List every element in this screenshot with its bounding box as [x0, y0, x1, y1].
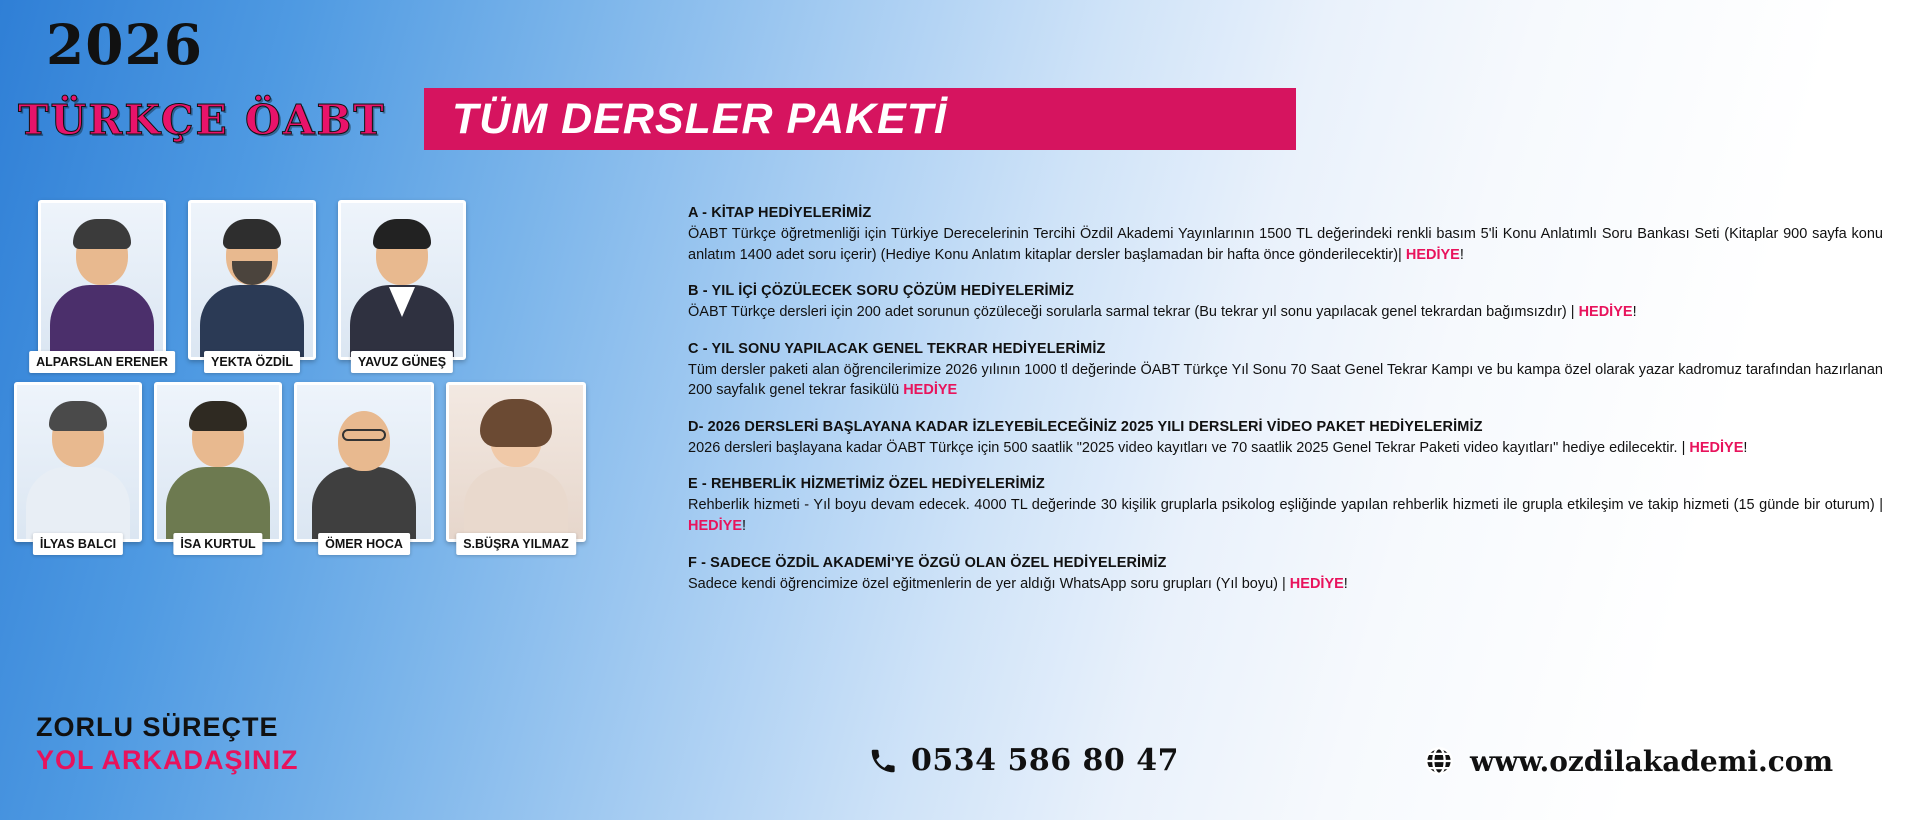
section-heading: A - KİTAP HEDİYELERİMİZ — [688, 205, 872, 221]
year-label: 2026 — [46, 12, 204, 77]
title-banner — [424, 88, 1296, 150]
phone-number: 0534 586 80 47 — [911, 743, 1179, 778]
teacher-name: ALPARSLAN ERENER — [29, 351, 175, 373]
section-body-text: Sadece kendi öğrencimize özel eğitmenlerin de yer aldığı WhatsApp soru grupları (Yıl boyu) | — [688, 575, 1290, 592]
section-body-text: ÖABT Türkçe öğretmenliği için Türkiye Derecelerinin Tercihi Özdil Akademi Yayınlarının 1500 TL değerindeki renkli basım 5'li Konu Anlatımlı Soru Bankası Seti (Kitaplar 900 sayfa konu anlatım 1400 adet soru içerir) (Hediye Konu Anlatım kitaplar dersler başlamadan bir hafta önce gönderilecektir)| — [688, 226, 1883, 263]
section-body-text: ÖABT Türkçe dersleri için 200 adet sorunun çözüleceği sorularla sarmal tekrar (Bu tekrar yıl sonu yapılacak genel tekrardan bağımsızdır) | — [688, 304, 1579, 321]
section-body — [688, 360, 1883, 401]
teacher-card[interactable] — [36, 200, 168, 369]
teacher-photo — [446, 382, 586, 542]
section-body — [688, 495, 1883, 536]
teacher-photo — [338, 200, 466, 360]
section-e — [688, 476, 1883, 536]
section-heading: D- 2026 DERSLERİ BAŞLAYANA KADAR İZLEYEBİLECEĞİNİZ 2025 YILI DERSLERİ VİDEO PAKET HEDİYELERİMİZ — [688, 418, 1483, 435]
website-contact[interactable] — [1422, 744, 1833, 778]
section-body — [688, 574, 1883, 595]
section-heading: C - YIL SONU YAPILACAK GENEL TEKRAR HEDİYELERİMİZ — [688, 340, 1106, 357]
teacher-photo — [154, 382, 282, 542]
section-body-suffix: ! — [1743, 439, 1748, 456]
hediye-highlight: HEDİYE — [1405, 246, 1460, 263]
teacher-photo — [14, 382, 142, 542]
hediye-highlight: HEDİYE — [688, 518, 742, 535]
teacher-name: YAVUZ GÜNEŞ — [351, 351, 453, 373]
section-body-text: 2026 dersleri başlayana kadar ÖABT Türkçe için 500 saatlik "2025 video kayıtları ve 70 saatlik 2025 Genel Tekrar Paketi video kayıtları" hediye edilecektir. | — [688, 439, 1690, 456]
slogan-line-2: YOL ARKADAŞINIZ — [36, 744, 299, 775]
section-heading: B - YIL İÇİ ÇÖZÜLECEK SORU ÇÖZÜM HEDİYELERİMİZ — [688, 283, 1074, 300]
section-body — [688, 438, 1883, 459]
section-heading: F - SADECE ÖZDİL AKADEMİ'YE ÖZGÜ OLAN ÖZEL HEDİYELERİMİZ — [688, 554, 1167, 571]
teacher-name: S.BÜŞRA YILMAZ — [456, 533, 576, 555]
section-body-text: Tüm dersler paketi alan öğrencilerimize 2026 yılının 1000 tl değerinde ÖABT Türkçe Yıl Sonu 70 Saat Genel Tekrar Kampı ve bu kampa özel olarak yazar kadromuz tarafından hazırlanan 200 sayfalık genel tekrar fasikülü — [688, 361, 1883, 399]
section-a — [688, 205, 1883, 265]
section-body — [688, 302, 1883, 323]
teacher-name: ÖMER HOCA — [318, 533, 410, 555]
section-body-suffix: ! — [1343, 575, 1348, 592]
website-url: www.ozdilakademi.com — [1470, 744, 1834, 778]
teacher-card[interactable] — [188, 200, 316, 369]
section-f — [688, 555, 1883, 595]
section-c — [688, 341, 1883, 401]
teacher-card[interactable] — [446, 382, 586, 551]
section-body-text: Rehberlik hizmeti - Yıl boyu devam edecek. 4000 TL değerinde 30 kişilik gruplarla psikolog eşliğinde yapılan rehberlik hizmeti ile grupla etkileşim ve takip hizmeti (15 günde bir oturum) | — [688, 497, 1883, 514]
title-banner-text: TÜM DERSLER PAKETİ — [452, 94, 947, 143]
slogan — [36, 711, 299, 776]
globe-icon — [1422, 744, 1456, 778]
teacher-card[interactable] — [294, 382, 434, 551]
teacher-name: İSA KURTUL — [173, 533, 262, 555]
teacher-name: YEKTA ÖZDİL — [204, 351, 300, 373]
section-body-suffix: ! — [1459, 246, 1464, 263]
section-d — [688, 419, 1883, 459]
teacher-row-1 — [0, 200, 660, 369]
teacher-photo — [188, 200, 316, 360]
phone-contact[interactable] — [868, 743, 1179, 778]
section-heading: E - REHBERLİK HİZMETİMİZ ÖZEL HEDİYELERİMİZ — [688, 476, 1045, 493]
teacher-card[interactable] — [338, 200, 466, 369]
section-body-suffix: ! — [1632, 304, 1637, 321]
section-body — [688, 224, 1883, 265]
hediye-highlight: HEDİYE — [1578, 304, 1633, 321]
teacher-photo — [294, 382, 434, 542]
teacher-card[interactable] — [14, 382, 142, 551]
subject-label: TÜRKÇE ÖABT — [18, 96, 386, 144]
package-details — [688, 205, 1883, 612]
teacher-card[interactable] — [154, 382, 282, 551]
section-b — [688, 283, 1883, 323]
hediye-highlight: HEDİYE — [1289, 575, 1344, 592]
teacher-name: İLYAS BALCI — [33, 533, 123, 555]
teacher-gallery — [0, 200, 660, 551]
hediye-highlight: HEDİYE — [903, 382, 958, 399]
slogan-line-1: ZORLU SÜREÇTE — [36, 712, 279, 743]
hediye-highlight: HEDİYE — [1689, 439, 1744, 456]
teacher-photo — [38, 200, 166, 360]
section-body-suffix: ! — [742, 518, 747, 535]
teacher-row-2 — [0, 382, 660, 551]
phone-icon — [868, 744, 898, 778]
